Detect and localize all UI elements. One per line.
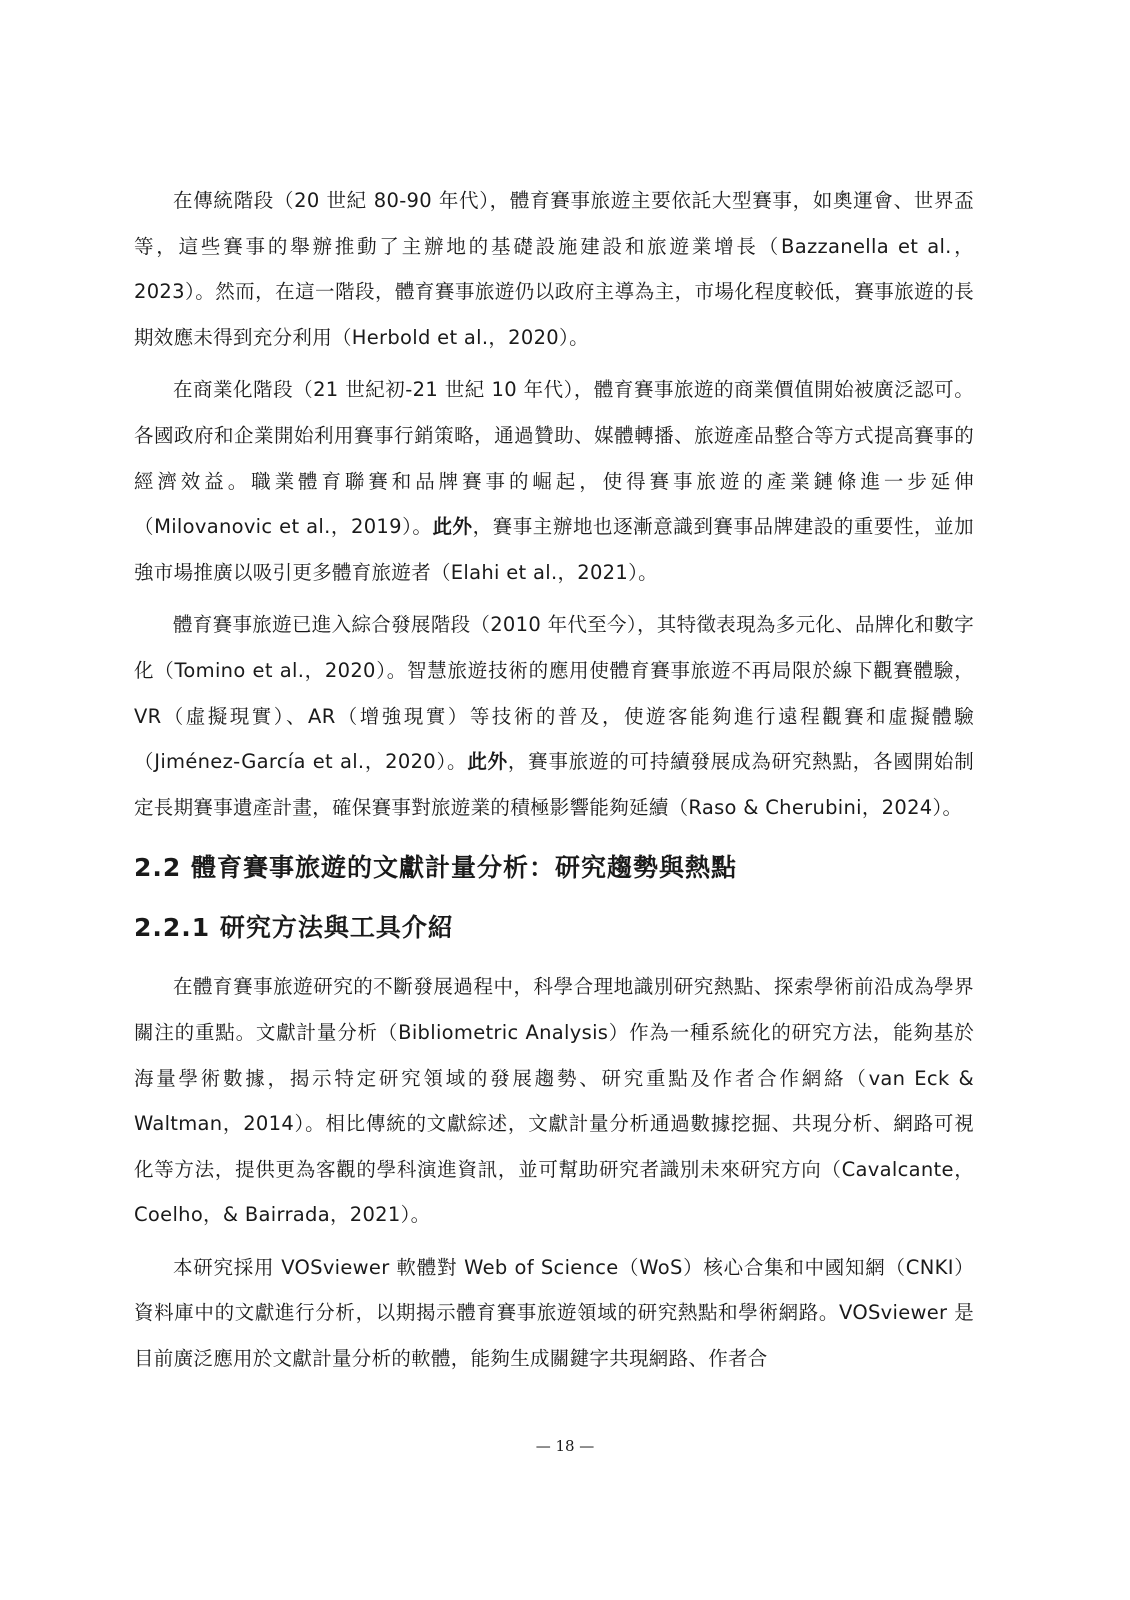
section-heading: 2.2 體育賽事旅遊的文獻計量分析：研究趨勢與熱點 bbox=[134, 853, 737, 883]
paragraphs-before-heading bbox=[134, 178, 974, 830]
bold-text: 此外 bbox=[432, 515, 473, 539]
paragraph bbox=[134, 367, 974, 595]
paragraph bbox=[134, 1245, 974, 1382]
paragraph-text: ，賽事旅遊的可持續發展成為研究熱點，各國開始制定長期賽事遺產計畫，確保賽事對旅遊業的積極影響能夠延續（Raso & Cherubini，2024）。 bbox=[134, 750, 974, 819]
paragraph-text: 在體育賽事旅遊研究的不斷發展過程中，科學合理地識別研究熱點、探索學術前沿成為學界關注的重點。文獻計量分析（Bibliometric Analysis）作為一種系統化的研究方法，能夠基於海量學術數據，揭示特定研究領域的發展趨勢、研究重點及作者合作網絡（van Eck & Waltman，2014）。相比傳統的文獻綜述，文獻計量分析通過數據挖掘、共現分析、網路可視化等方法，提供更為客觀的學科演進資訊，並可幫助研究者識別未來研究方向（Cavalcante，Coelho，& Bairrada，2021）。 bbox=[134, 975, 974, 1227]
paragraph-text: ，賽事主辦地也逐漸意識到賽事品牌建設的重要性，並加強市場推廣以吸引更多體育旅遊者（Elahi et al.，2021）。 bbox=[134, 515, 974, 584]
paragraph-text: 本研究採用 VOSviewer 軟體對 Web of Science（WoS）核心合集和中國知網（CNKI）資料庫中的文獻進行分析，以期揭示體育賽事旅遊領域的研究熱點和學術網路。VOSviewer 是目前廣泛應用於文獻計量分析的軟體，能夠生成關鍵字共現網路、作者合 bbox=[134, 1255, 974, 1371]
paragraphs-after-heading bbox=[134, 964, 974, 1381]
page-number: — 18 — bbox=[535, 1437, 595, 1455]
paragraph-text: 在傳統階段（20 世紀 80-90 年代），體育賽事旅遊主要依託大型賽事，如奧運會、世界盃等，這些賽事的舉辦推動了主辦地的基礎設施建設和旅遊業增長（Bazzanella et al.，2023）。然而，在這一階段，體育賽事旅遊仍以政府主導為主，市場化程度較低，賽事旅遊的長期效應未得到充分利用（Herbold et al.，2020）。 bbox=[134, 189, 974, 349]
paragraph-text: 體育賽事旅遊已進入綜合發展階段（2010 年代至今），其特徵表現為多元化、品牌化和數字化（Tomino et al.，2020）。智慧旅遊技術的應用使體育賽事旅遊不再局限於線下觀賽體驗，VR（虛擬現實）、AR（增強現實）等技術的普及，使遊客能夠進行遠程觀賽和虛擬體驗（Jiménez-García et al.，2020）。 bbox=[134, 613, 974, 774]
bold-text: 此外 bbox=[467, 750, 508, 774]
page-body bbox=[134, 178, 974, 1382]
subsection-heading: 2.2.1 研究方法與工具介紹 bbox=[134, 913, 454, 943]
paragraph bbox=[134, 178, 974, 360]
paragraph-text: 在商業化階段（21 世紀初-21 世紀 10 年代），體育賽事旅遊的商業價值開始被廣泛認可。各國政府和企業開始利用賽事行銷策略，通過贊助、媒體轉播、旅遊產品整合等方式提高賽事的經濟效益。職業體育聯賽和品牌賽事的崛起，使得賽事旅遊的產業鏈條進一步延伸（Milovanovic et al.，2019）。 bbox=[134, 378, 974, 539]
paragraph bbox=[134, 964, 974, 1238]
paragraph bbox=[134, 602, 974, 830]
